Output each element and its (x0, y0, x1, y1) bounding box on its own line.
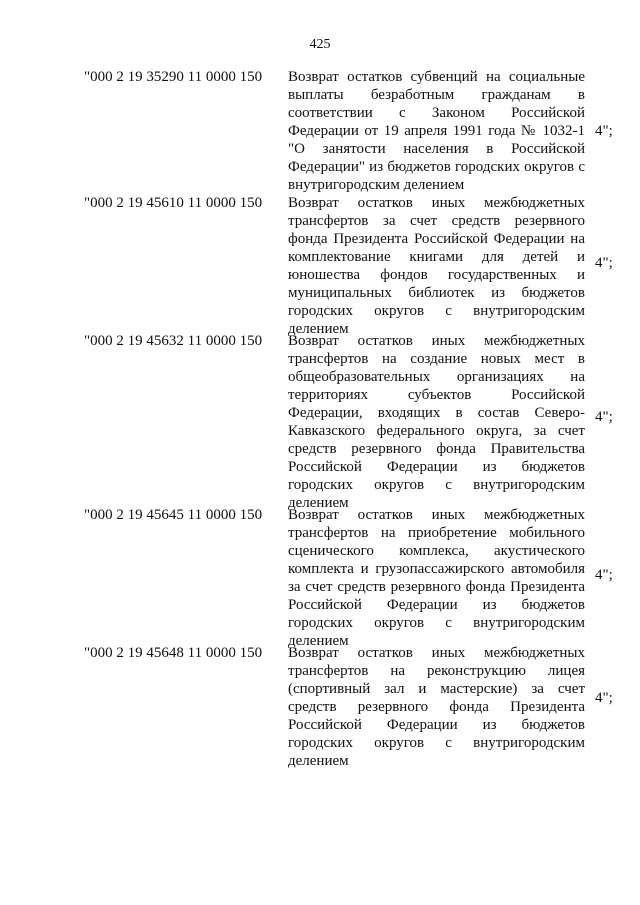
row-description: Возврат остатков иных межбюджетных трансфертов на реконструкцию лицея (спортивный зал и мастерские) за счет средств резервного фонда Президента Российской Федерации из бюджетов городских округов с внутригородским делением (288, 645, 585, 769)
budget-code: "000 2 19 45632 11 0000 150 (84, 333, 263, 349)
row-description: Возврат остатков иных межбюджетных трансфертов за счет средств резервного фонда Президента Российской Федерации на комплектование книгами для детей и юношества фондов государственных и муниципальных библиотек из бюджетов городских округов с внутригородским делением (288, 195, 585, 337)
row-suffix: 4"; (595, 567, 613, 583)
budget-code: "000 2 19 45648 11 0000 150 (84, 645, 263, 661)
row-suffix: 4"; (595, 690, 613, 706)
budget-code: "000 2 19 35290 11 0000 150 (84, 69, 263, 85)
page-number: 425 (309, 37, 331, 52)
row-suffix: 4"; (595, 409, 613, 425)
budget-code: "000 2 19 45645 11 0000 150 (84, 507, 263, 523)
row-description: Возврат остатков иных межбюджетных трансфертов на приобретение мобильного сценического комплекса, акустического комплекта и грузопассажирского автомобиля за счет средств резервного фонда Президента Российской Федерации из бюджетов городских округов с внутригородским делением (288, 507, 585, 649)
row-description: Возврат остатков субвенций на социальные выплаты безработным гражданам в соответствии с Законом Российской Федерации от 19 апреля 1991 года № 1032-1 "О занятости населения в Российской Федерации" из бюджетов городских округов с внутригородским делением (288, 69, 585, 193)
row-suffix: 4"; (595, 255, 613, 271)
row-suffix: 4"; (595, 123, 613, 139)
budget-code: "000 2 19 45610 11 0000 150 (84, 195, 263, 211)
row-description: Возврат остатков иных межбюджетных трансфертов на создание новых мест в общеобразовательных организациях на территориях субъектов Российской Федерации, входящих в состав Северо-Кавказского федерального округа, за счет средств резервного фонда Правительства Российской Федерации из бюджетов городских округов с внутригородским делением (288, 333, 585, 511)
